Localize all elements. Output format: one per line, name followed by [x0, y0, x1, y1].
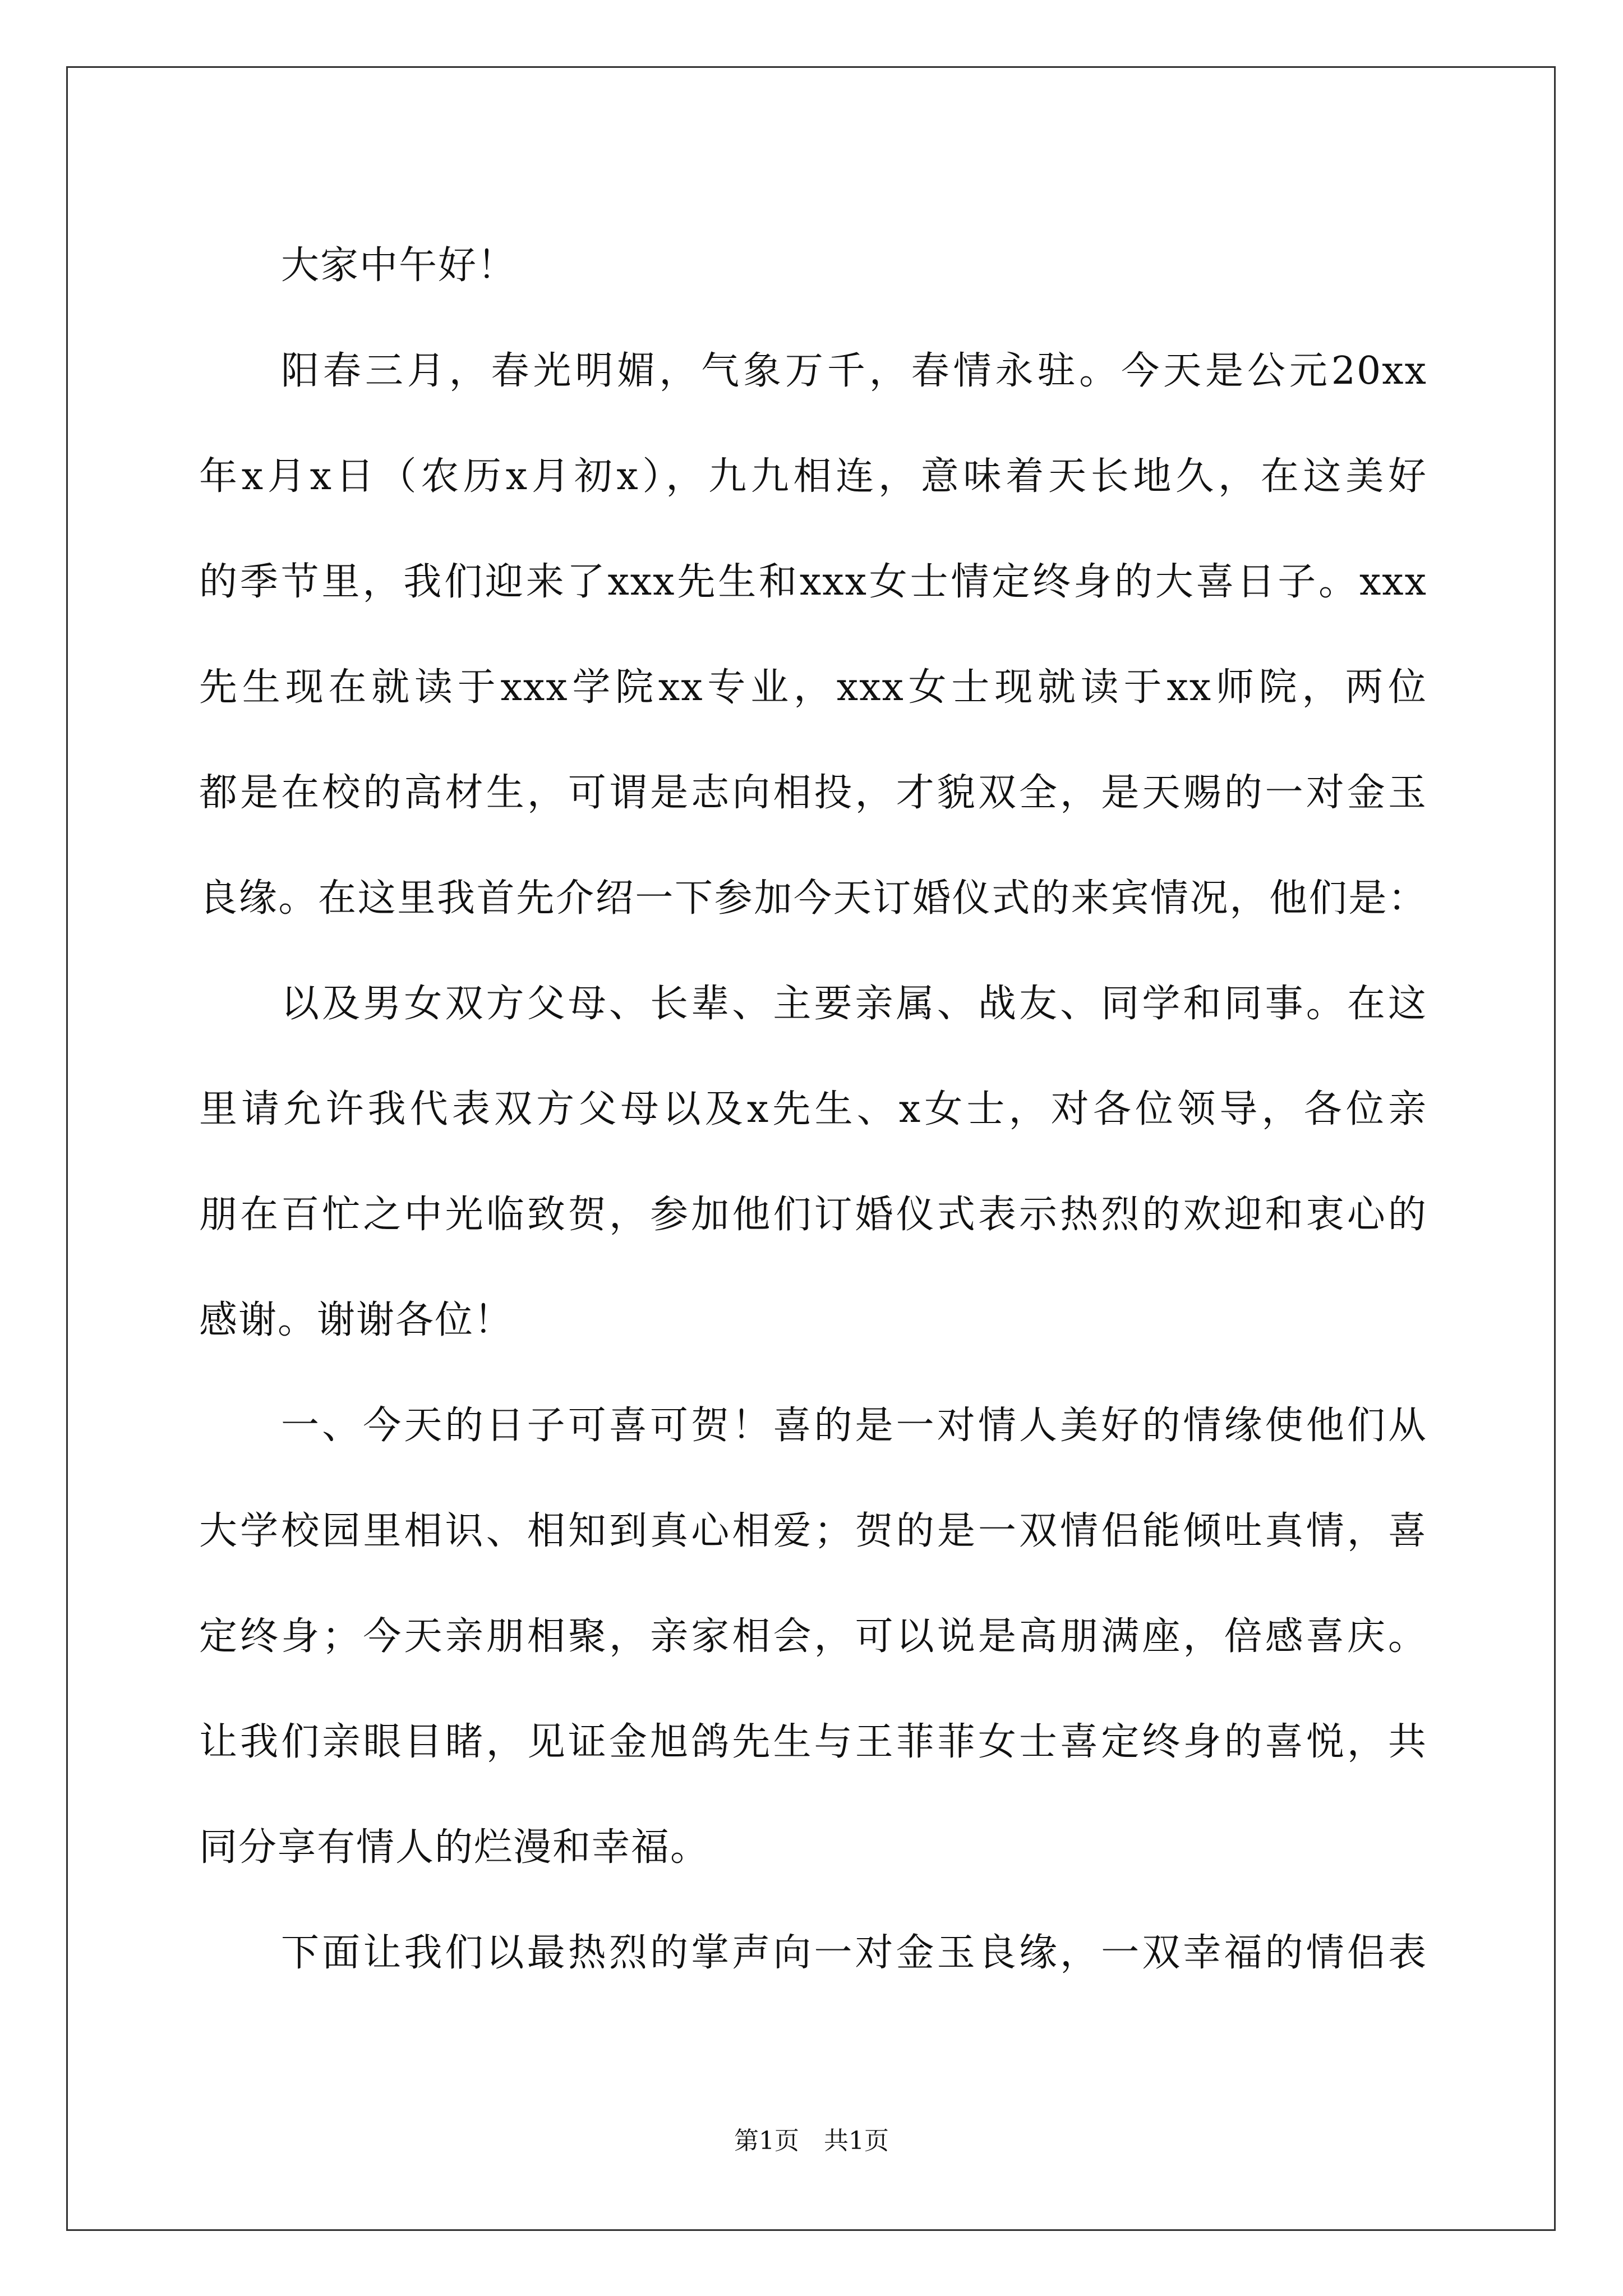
document-body — [199, 213, 1427, 2006]
paragraph-1 — [199, 319, 1427, 951]
paragraph-line: 定终身；今天亲朋相聚，亲家相会，可以说是高朋满座，倍感喜庆。 — [199, 1614, 1427, 1659]
paragraph-line: 以及男女双方父母、长辈、主要亲属、战友、同学和同事。在这 — [281, 982, 1427, 1026]
paragraph-line: 感谢。谢谢各位！ — [199, 1298, 514, 1342]
paragraph-line: 下面让我们以最热烈的掌声向一对金玉良缘，一双幸福的情侣表 — [281, 1931, 1427, 1975]
paragraph-4 — [199, 1901, 1427, 2006]
paragraph-line: 让我们亲眼目睹，见证金旭鸽先生与王菲菲女士喜定终身的喜悦，共 — [199, 1720, 1427, 1764]
greeting-line: 大家中午好！ — [281, 243, 517, 288]
paragraph-line: 都是在校的高材生，可谓是志向相投，才貌双全，是天赐的一对金玉 — [199, 771, 1427, 815]
paragraph-line: 先生现在就读于xxx学院xx专业，xxx女士现就读于xx师院，两位 — [199, 665, 1427, 710]
paragraph-line: 年x月x日（农历x月初x），九九相连，意味着天长地久，在这美好 — [199, 454, 1427, 499]
paragraph-line: 里请允许我代表双方父母以及x先生、x女士，对各位领导，各位亲 — [199, 1087, 1427, 1131]
paragraph-line: 的季节里，我们迎来了xxx先生和xxx女士情定终身的大喜日子。xxx — [199, 560, 1427, 604]
paragraph-line: 大学校园里相识、相知到真心相爱；贺的是一双情侣能倾吐真情，喜 — [199, 1509, 1427, 1553]
page-number: 第1页 — [734, 2127, 799, 2155]
paragraph-line: 一、今天的日子可喜可贺！喜的是一对情人美好的情缘使他们从 — [281, 1404, 1427, 1448]
paragraph-line: 阳春三月，春光明媚，气象万千，春情永驻。今天是公元20xx — [281, 349, 1427, 393]
paragraph-line: 同分享有情人的烂漫和幸福。 — [199, 1825, 710, 1870]
paragraph-3 — [199, 1373, 1427, 1901]
page-footer — [0, 2120, 1623, 2156]
paragraph-line: 良缘。在这里我首先介绍一下参加今天订婚仪式的来宾情况，他们是： — [199, 876, 1427, 921]
paragraph-line: 朋在百忙之中光临致贺，参加他们订婚仪式表示热烈的欢迎和衷心的 — [199, 1193, 1427, 1237]
page-total: 共1页 — [824, 2127, 889, 2155]
paragraph-2 — [199, 951, 1427, 1373]
